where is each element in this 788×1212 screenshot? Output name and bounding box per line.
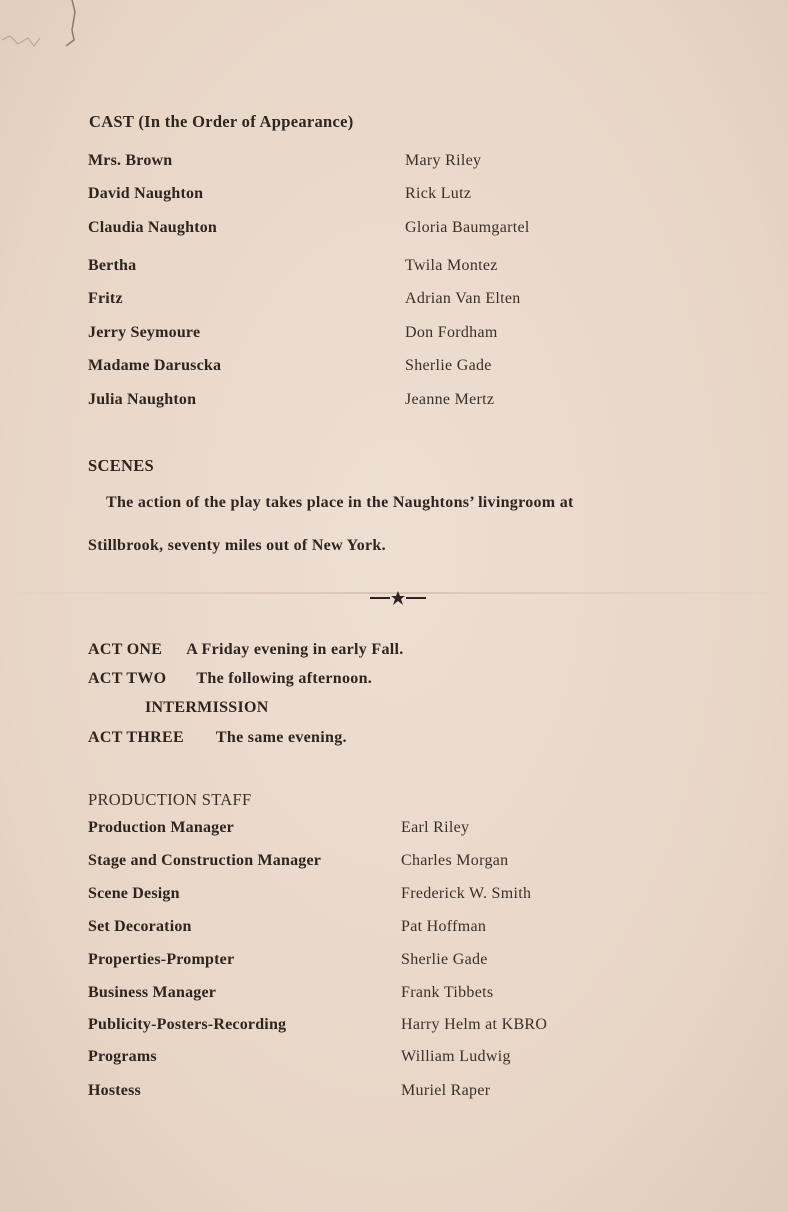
staff-role: Set Decoration [88, 918, 192, 935]
staff-name: Sherlie Gade [401, 951, 488, 968]
cast-role: Mrs. Brown [88, 152, 173, 169]
staff-name: Charles Morgan [401, 852, 509, 869]
staff-row [88, 984, 708, 1006]
cast-row [88, 391, 708, 413]
cast-role: Fritz [88, 290, 123, 307]
torn-corner-mark [0, 0, 90, 60]
staff-row [88, 1082, 708, 1104]
staff-row [88, 1048, 708, 1070]
scenes-description-line-2: Stillbrook, seventy miles out of New York. [88, 537, 386, 554]
staff-name: Pat Hoffman [401, 918, 487, 935]
act-one-description: A Friday evening in early Fall. [186, 641, 404, 658]
staff-name: Frank Tibbets [401, 984, 494, 1001]
staff-role: Business Manager [88, 984, 217, 1001]
scenes-heading: SCENES [88, 456, 154, 475]
scenes-description-line-1: The action of the play takes place in the Naughtons’ livingroom at [106, 494, 574, 511]
cast-actor: Don Fordham [405, 324, 498, 341]
staff-row [88, 885, 708, 907]
staff-role: Properties-Prompter [88, 951, 235, 968]
cast-actor: Jeanne Mertz [405, 391, 495, 408]
divider-star-icon [370, 588, 426, 608]
staff-name: Harry Helm at KBRO [401, 1016, 548, 1033]
intermission-label: INTERMISSION [145, 699, 269, 716]
act-three-description: The same evening. [215, 729, 347, 746]
act-one-label: ACT ONE [88, 641, 163, 658]
staff-row [88, 1016, 708, 1038]
staff-role: Stage and Construction Manager [88, 852, 322, 869]
cast-actor: Adrian Van Elten [405, 290, 521, 307]
cast-heading: CAST (In the Order of Appearance) [89, 112, 354, 131]
staff-row [88, 852, 708, 874]
cast-actor: Sherlie Gade [405, 357, 492, 374]
staff-row [88, 819, 708, 841]
cast-row [88, 219, 708, 241]
cast-row [88, 290, 708, 312]
staff-name: Muriel Raper [401, 1082, 491, 1099]
cast-row [88, 257, 708, 279]
staff-role: Scene Design [88, 885, 180, 902]
cast-row [88, 152, 708, 174]
staff-name: Frederick W. Smith [401, 885, 532, 902]
staff-name: Earl Riley [401, 819, 470, 836]
act-two-line [88, 670, 372, 688]
cast-role: Julia Naughton [88, 391, 197, 408]
cast-actor: Rick Lutz [405, 185, 472, 202]
cast-actor: Gloria Baumgartel [405, 219, 530, 236]
act-three-line [88, 729, 347, 747]
staff-role: Production Manager [88, 819, 234, 836]
cast-role: Jerry Seymoure [88, 324, 201, 341]
staff-role: Publicity-Posters-Recording [88, 1016, 287, 1033]
cast-actor: Twila Montez [405, 257, 498, 274]
production-staff-heading: PRODUCTION STAFF [88, 790, 252, 809]
cast-row [88, 324, 708, 346]
cast-actor: Mary Riley [405, 152, 482, 169]
cast-role: Madame Daruscka [88, 357, 222, 374]
cast-row [88, 185, 708, 207]
act-three-label: ACT THREE [88, 729, 184, 746]
cast-role: Claudia Naughton [88, 219, 218, 236]
cast-role: David Naughton [88, 185, 204, 202]
staff-role: Programs [88, 1048, 157, 1065]
act-two-label: ACT TWO [88, 670, 167, 687]
act-one-line [88, 641, 404, 659]
staff-role: Hostess [88, 1082, 141, 1099]
staff-row [88, 918, 708, 940]
staff-row [88, 951, 708, 973]
staff-name: William Ludwig [401, 1048, 511, 1065]
act-two-description: The following afternoon. [196, 670, 373, 687]
cast-role: Bertha [88, 257, 137, 274]
cast-row [88, 357, 708, 379]
